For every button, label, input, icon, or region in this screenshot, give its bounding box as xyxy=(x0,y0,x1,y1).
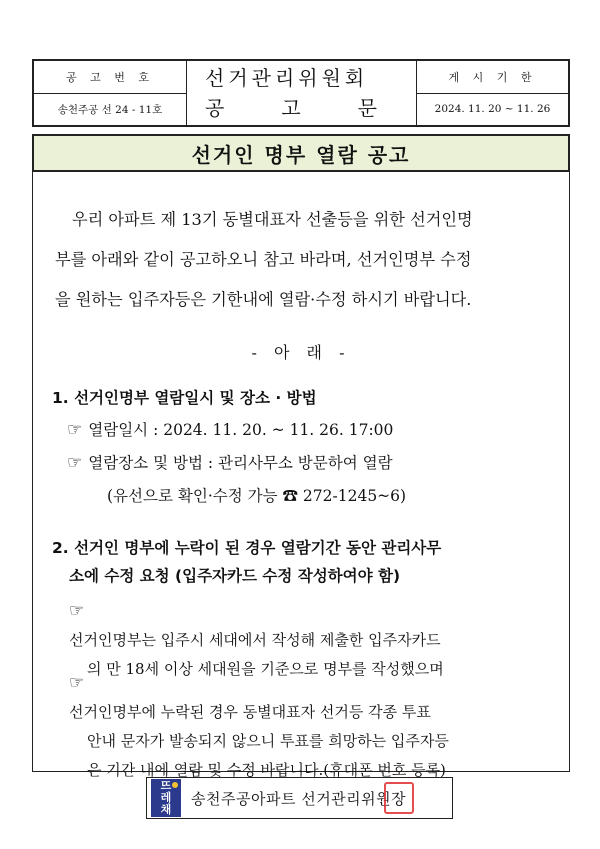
logo-dot xyxy=(172,782,178,788)
document-kind xyxy=(205,93,377,123)
section1-item-place xyxy=(67,451,393,473)
notice-number-column xyxy=(34,61,187,125)
paragraph-line: 의 만 18세 이상 세대원을 기준으로 명부를 작성했으며 xyxy=(87,660,444,678)
section1-item-datetime xyxy=(67,418,393,440)
notice-number-label: 공 고 번 호 xyxy=(34,61,186,94)
signatory-name: 송천주공아파트 선거관리위원장 xyxy=(191,788,406,809)
signature-footer xyxy=(146,777,453,819)
issuer-column xyxy=(187,61,417,125)
section2-heading-line: 소에 수정 요청 (입주자카드 수정 작성하여야 함) xyxy=(69,567,401,585)
pointing-finger-icon: ☞ xyxy=(69,673,85,693)
apartment-logo xyxy=(151,779,181,817)
item-text: 열람장소 및 방법 : 관리사무소 방문하여 열람 xyxy=(88,454,393,472)
paragraph-line: 은 기간 내에 열람 및 수정 바랍니다.(휴대폰 번호 등록) xyxy=(87,761,446,779)
below-marker: - 아 래 - xyxy=(251,343,351,362)
issuer-title: 선거관리위원회 xyxy=(205,66,369,90)
posting-period-column xyxy=(417,61,568,125)
posting-period-value: 2024. 11. 20 ~ 11. 26 xyxy=(434,103,551,116)
intro-paragraph xyxy=(55,200,549,320)
section1-heading: 1. 선거인명부 열람일시 및 장소 · 방법 xyxy=(52,389,317,407)
pointing-finger-icon: ☞ xyxy=(69,601,85,621)
paragraph-line: ☞ 선거인명부에 누락된 경우 동별대표자 선거등 각종 투표 xyxy=(69,669,553,727)
logo-text: 채 xyxy=(160,803,172,816)
logo-text: 뜨 xyxy=(160,779,172,792)
section2-heading xyxy=(52,534,441,590)
document-kind-char: 공 xyxy=(205,96,225,120)
notice-number-value: 송천주공 선 24 - 11호 xyxy=(57,103,163,116)
pointing-finger-icon: ☞ xyxy=(67,453,83,473)
logo-text: 레 xyxy=(160,791,172,804)
pointing-finger-icon: ☞ xyxy=(67,420,83,440)
intro-line: 부를 아래와 같이 공고하오니 참고 바라며, 선거인명부 수정 xyxy=(55,250,472,269)
notice-header-table xyxy=(32,59,570,127)
document-kind-char: 문 xyxy=(357,96,377,120)
section2-paragraph-2 xyxy=(69,669,553,785)
posting-period-label: 게 시 기 한 xyxy=(417,61,568,94)
section2-heading-line: 2. 선거인 명부에 누락이 된 경우 열람기간 동안 관리사무 xyxy=(52,539,442,557)
title-bar xyxy=(32,134,570,172)
paragraph-line: 안내 문자가 발송되지 않으니 투표를 희망하는 입주자등 xyxy=(87,732,449,750)
item-text: 열람일시 : 2024. 11. 20. ~ 11. 26. 17:00 xyxy=(88,421,394,439)
paragraph-line: ☞ 선거인명부는 입주시 세대에서 작성해 제출한 입주자카드 xyxy=(69,597,553,655)
intro-line: 을 원하는 입주자등은 기한내에 열람·수정 하시기 바랍니다. xyxy=(55,290,472,309)
intro-line: 우리 아파트 제 13기 동별대표자 선출등을 위한 선거인명 xyxy=(72,210,473,229)
document-kind-char: 고 xyxy=(281,96,301,120)
section1-item-phone: (유선으로 확인·수정 가능 ☎ 272-1245~6) xyxy=(107,487,407,505)
page-title: 선거인 명부 열람 공고 xyxy=(191,142,411,167)
notice-body xyxy=(32,172,570,779)
official-seal-stamp xyxy=(384,782,414,814)
